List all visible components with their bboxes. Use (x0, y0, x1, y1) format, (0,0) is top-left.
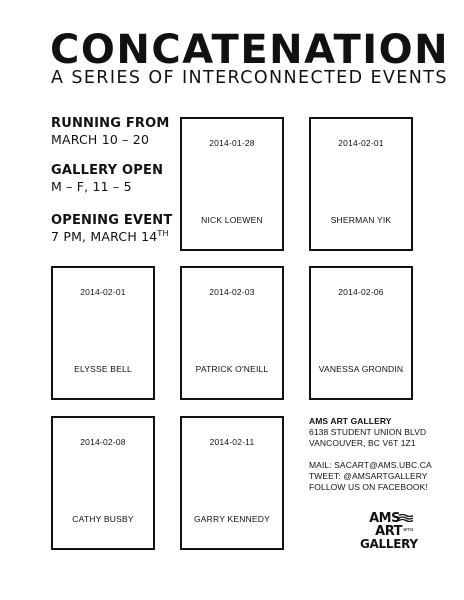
gallery-name: AMS ART GALLERY (309, 416, 392, 426)
page-title: CONCATENATION (50, 27, 450, 73)
contact-mail: MAIL: SACART@AMS.UBC.CA (309, 460, 432, 470)
event-card (309, 266, 413, 400)
address-line-1: 6138 STUDENT UNION BLVD (309, 427, 427, 438)
artist-name: GARRY KENNEDY (194, 514, 270, 524)
event-card (180, 416, 284, 550)
event-date: 2014-02-08 (80, 437, 126, 447)
artist-name: NICK LOEWEN (201, 215, 263, 225)
event-card (51, 266, 155, 400)
ams-art-gallery-logo (360, 512, 416, 552)
opening-event-time: 7 PM, MARCH 14 (51, 229, 158, 245)
gallery-address (309, 416, 426, 450)
logo-line-3: GALLERY (360, 537, 418, 551)
running-value: MARCH 10 – 20 (51, 132, 150, 148)
gallery-hours-info (51, 163, 163, 195)
artist-name: SHERMAN YIK (330, 215, 392, 225)
contact-facebook: FOLLOW US ON FACEBOOK! (309, 482, 428, 493)
event-date: 2014-02-03 (209, 287, 255, 297)
running-label: RUNNING FROM (51, 116, 170, 131)
contact-tweet: TWEET: @AMSARTGALLERY (309, 471, 428, 482)
event-date: 2014-02-11 (209, 437, 255, 447)
logo-line-2: ART (375, 524, 402, 539)
event-card (51, 416, 155, 550)
logo-small-text: ams (403, 527, 414, 533)
opening-event-label: OPENING EVENT (51, 213, 173, 228)
event-date: 2014-02-01 (338, 138, 384, 148)
page-subtitle: A SERIES OF INTERCONNECTED EVENTS (51, 68, 448, 88)
artist-name: PATRICK O'NEILL (195, 364, 269, 374)
gallery-contact (309, 460, 432, 494)
event-card (309, 117, 413, 251)
gallery-open-label: GALLERY OPEN (51, 163, 164, 178)
address-line-2: VANCOUVER, BC V6T 1Z1 (309, 438, 416, 449)
logo-line-1: AMS (369, 511, 400, 526)
opening-event-value (51, 229, 172, 245)
artist-name: VANESSA GRONDIN (318, 364, 404, 374)
gallery-open-value: M – F, 11 – 5 (51, 179, 132, 195)
event-card (180, 266, 284, 400)
opening-event-suffix: TH (157, 229, 169, 239)
artist-name: CATHY BUSBY (72, 514, 134, 524)
event-card (180, 117, 284, 251)
event-date: 2014-02-06 (338, 287, 384, 297)
opening-event-info (51, 213, 172, 245)
artist-name: ELYSSE BELL (74, 364, 132, 374)
event-date: 2014-02-01 (80, 287, 126, 297)
wave-icon (399, 514, 413, 522)
event-date: 2014-01-28 (209, 138, 255, 148)
running-info (51, 116, 170, 148)
